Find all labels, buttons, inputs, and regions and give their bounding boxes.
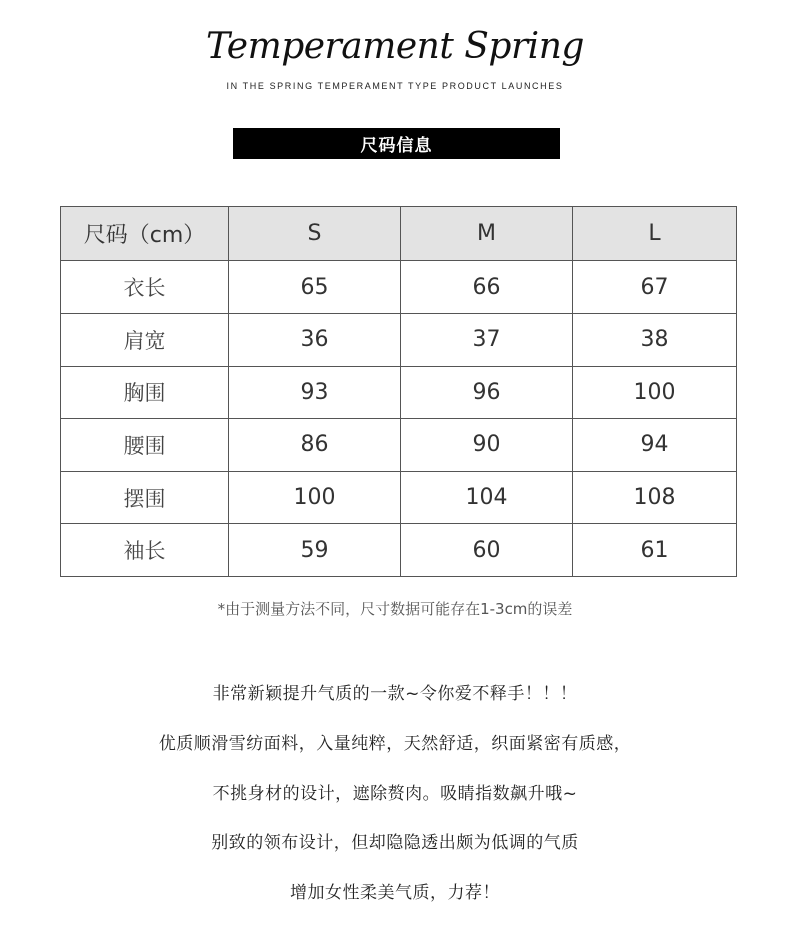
size-info-banner: 尺码信息 — [233, 128, 560, 159]
table-cell: 36 — [229, 313, 401, 366]
table-row — [61, 471, 737, 524]
table-cell: 59 — [229, 524, 401, 577]
table-cell: 104 — [401, 471, 573, 524]
table-cell: 86 — [229, 419, 401, 472]
row-label: 胸围 — [61, 366, 229, 419]
header-cell-s: S — [229, 207, 401, 261]
table-row — [61, 366, 737, 419]
table-row — [61, 524, 737, 577]
table-cell: 96 — [401, 366, 573, 419]
description-line: 优质顺滑雪纺面料，入量纯粹，天然舒适，织面紧密有质感， — [158, 734, 632, 754]
size-table — [60, 206, 737, 577]
table-cell: 66 — [401, 261, 573, 314]
table-cell: 61 — [573, 524, 737, 577]
table-cell: 100 — [229, 471, 401, 524]
table-cell: 37 — [401, 313, 573, 366]
table-header-row — [61, 207, 737, 261]
description-line: 不挑身材的设计，遮除赘肉。吸睛指数飙升哦~ — [212, 784, 578, 804]
brand-subtitle: IN THE SPRING TEMPERAMENT TYPE PRODUCT LAUNCHES — [226, 81, 564, 91]
table-cell: 100 — [573, 366, 737, 419]
header-cell-m: M — [401, 207, 573, 261]
row-label: 肩宽 — [61, 313, 229, 366]
description-line: 非常新颖提升气质的一款~令你爱不释手！！！ — [212, 684, 578, 704]
header-cell-size-cm: 尺码（cm） — [61, 207, 229, 261]
row-label: 摆围 — [61, 471, 229, 524]
table-cell: 65 — [229, 261, 401, 314]
row-label: 袖长 — [61, 524, 229, 577]
table-cell: 94 — [573, 419, 737, 472]
table-cell: 90 — [401, 419, 573, 472]
description-line: 别致的领布设计，但却隐隐透出颇为低调的气质 — [211, 833, 579, 853]
row-label: 腰围 — [61, 419, 229, 472]
header-cell-l: L — [573, 207, 737, 261]
row-label: 衣长 — [61, 261, 229, 314]
table-row — [61, 419, 737, 472]
table-row — [61, 261, 737, 314]
table-cell: 60 — [401, 524, 573, 577]
table-cell: 67 — [573, 261, 737, 314]
description-line: 增加女性柔美气质，力荐！ — [290, 883, 500, 903]
table-cell: 93 — [229, 366, 401, 419]
table-row — [61, 313, 737, 366]
measurement-note: *由于测量方法不同，尺寸数据可能存在1-3cm的误差 — [217, 600, 573, 618]
brand-title: Temperament Spring — [206, 26, 584, 67]
table-cell: 108 — [573, 471, 737, 524]
table-cell: 38 — [573, 313, 737, 366]
